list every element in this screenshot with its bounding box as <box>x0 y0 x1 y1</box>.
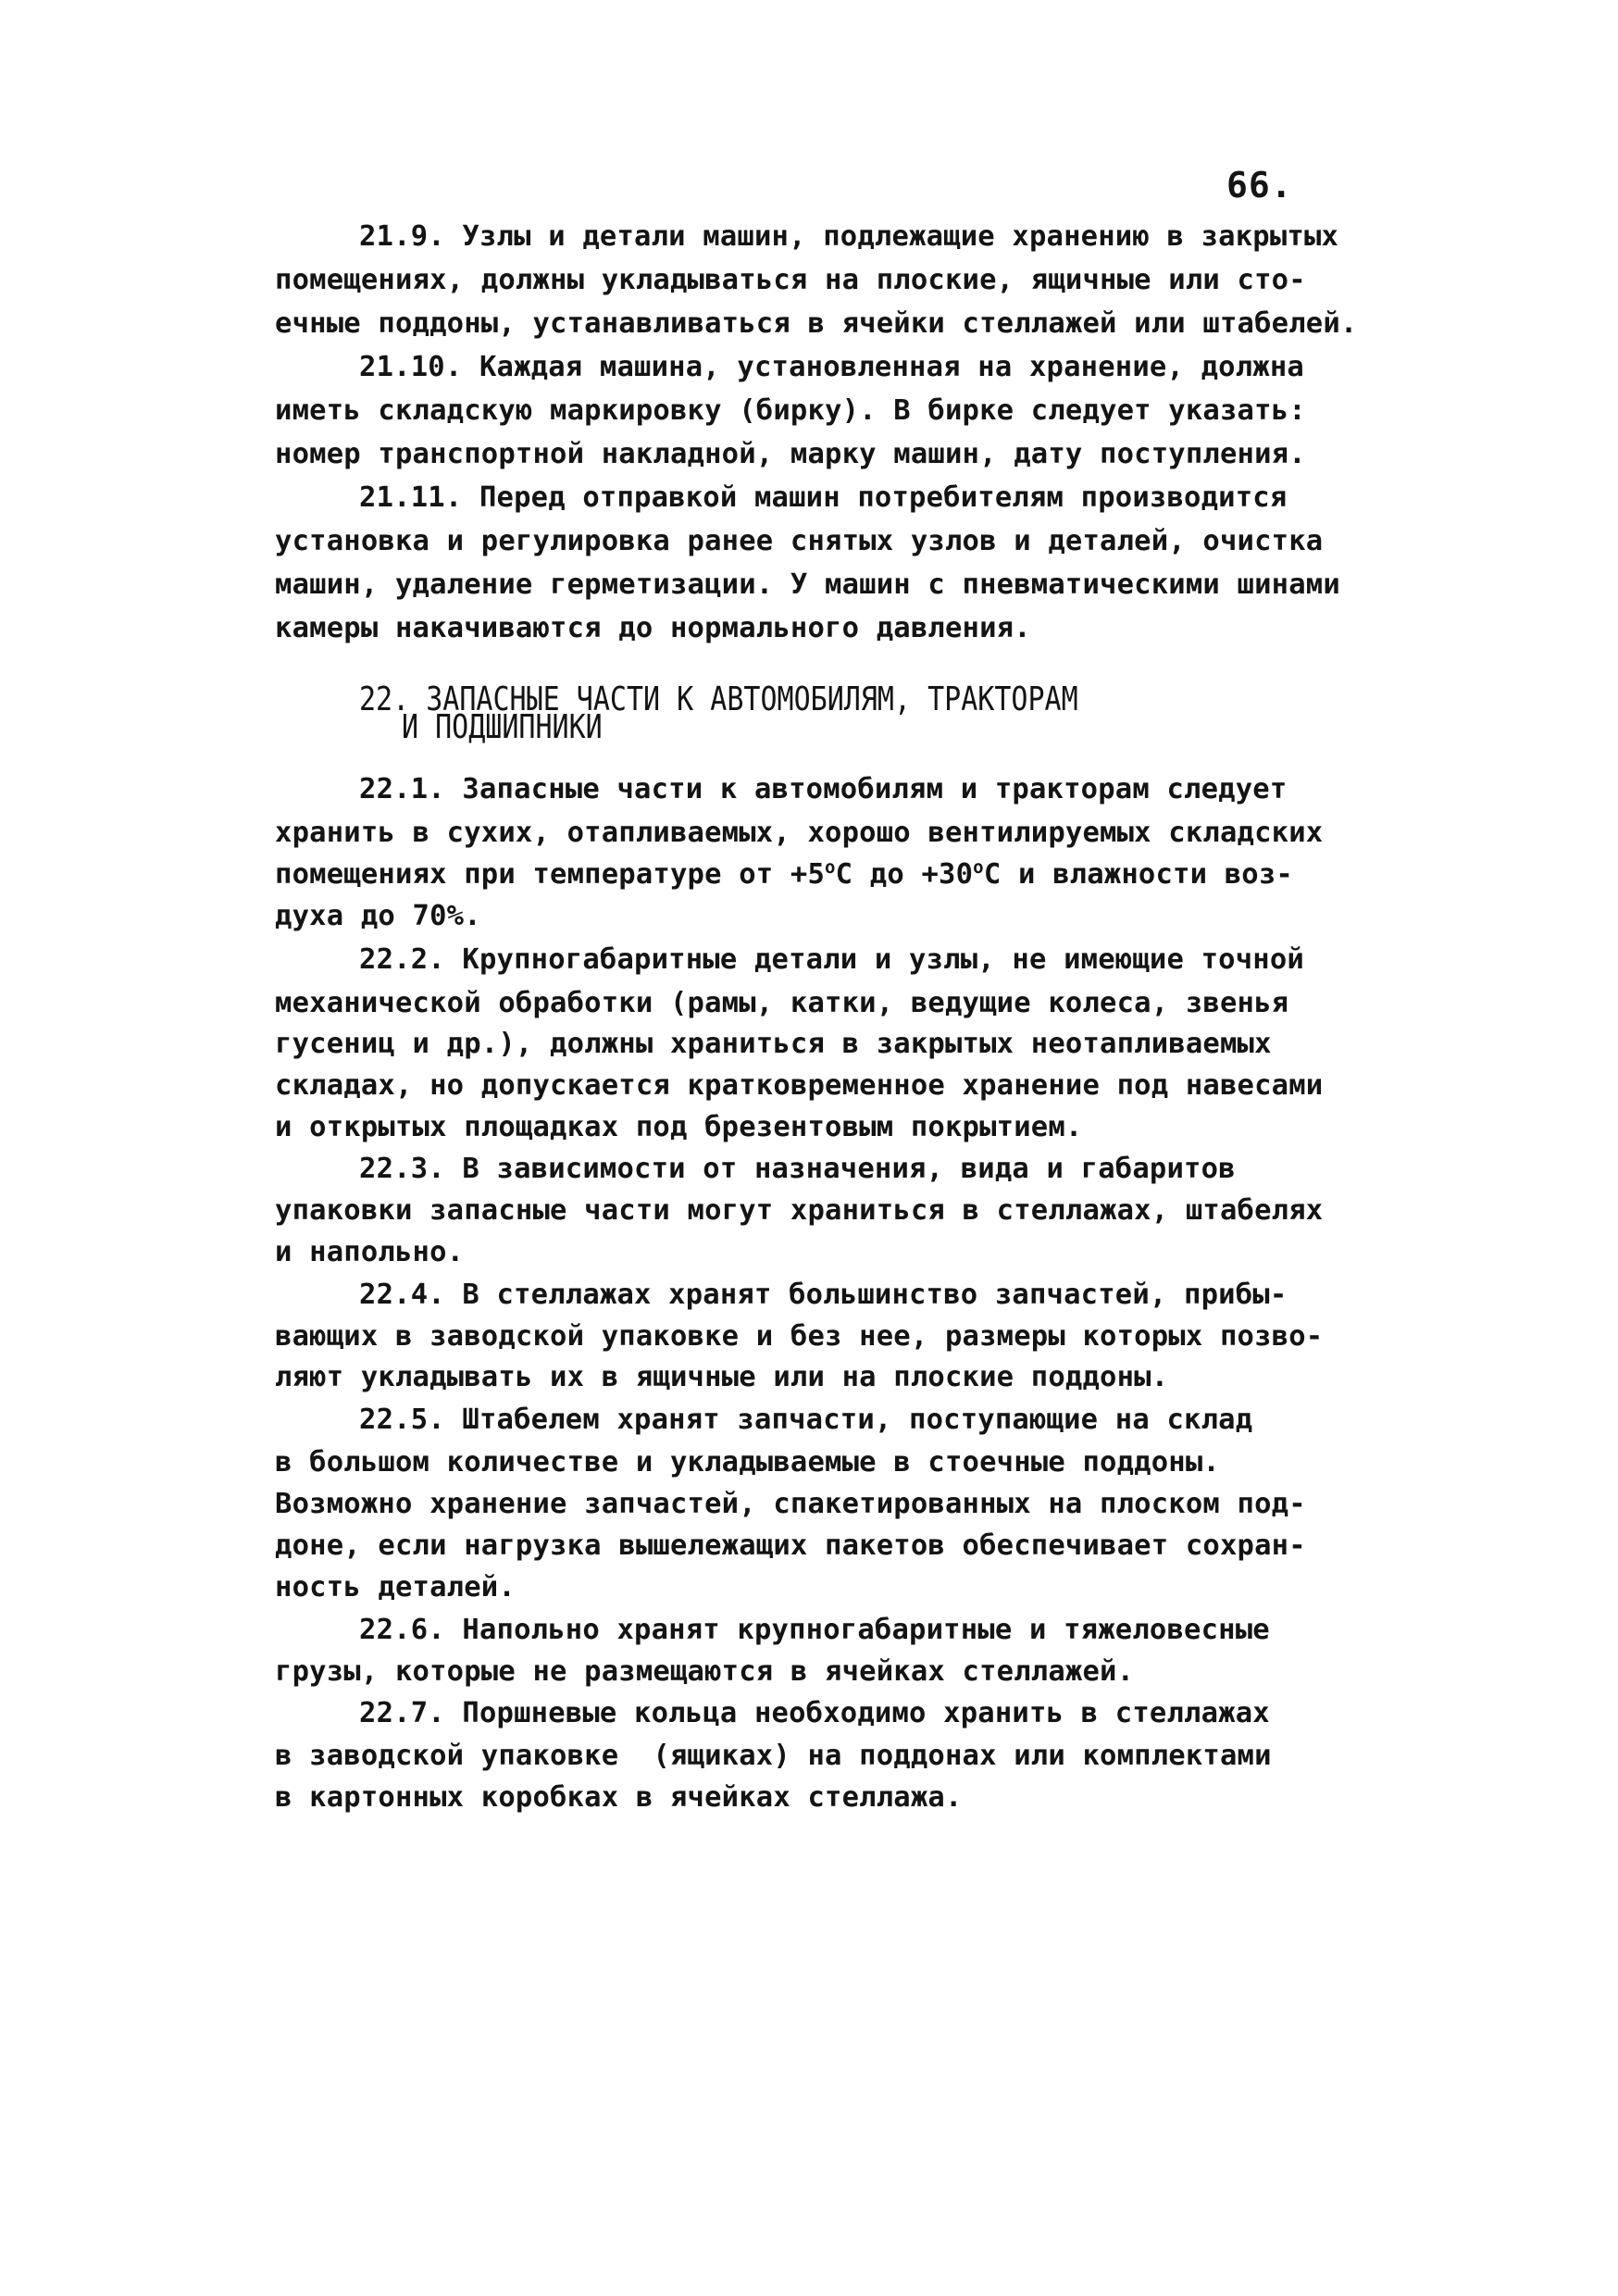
paragraph-22-1-line-3-part-b: С до +30 <box>835 858 974 891</box>
paragraph-22-5-line-2: в большом количестве и укладываемые в стоечные поддоны. <box>275 1446 1220 1479</box>
paragraph-21-10-line-1: 21.10. Каждая машина, установленная на хранение, должна <box>359 351 1304 383</box>
paragraph-21-10-line-3: номер транспортной накладной, марку машин, дату поступления. <box>275 438 1306 470</box>
paragraph-21-10-line-2: иметь складскую маркировку (бирку). В бирке следует указать: <box>275 394 1306 427</box>
paragraph-22-6-line-2: грузы, которые не размещаются в ячейках стеллажей. <box>275 1655 1135 1688</box>
section-heading-line-1: 22. ЗАПАСНЫЕ ЧАСТИ К АВТОМОБИЛЯМ, ТРАКТОРАМ <box>359 680 1078 719</box>
paragraph-22-1-line-4: духа до 70%. <box>275 900 481 932</box>
paragraph-22-7-line-1: 22.7. Поршневые кольца необходимо хранить в стеллажах <box>359 1697 1270 1729</box>
paragraph-22-3-line-3: и напольно. <box>275 1236 465 1268</box>
paragraph-22-7-line-2: в заводской упаковке (ящиках) на поддонах или комплектами <box>275 1740 1272 1772</box>
paragraph-22-2-line-2: механической обработки (рамы, катки, ведущие колеса, звенья <box>275 987 1289 1019</box>
paragraph-21-9-line-2: помещениях, должны укладываться на плоские, ящичные или сто- <box>275 264 1306 296</box>
paragraph-22-2-line-3: гусениц и др.), должны храниться в закрытых неотапливаемых <box>275 1028 1272 1060</box>
section-heading-line-2: И ПОДШИПНИКИ <box>402 708 603 747</box>
paragraph-22-1-line-3-part-a: помещениях при температуре от +5 <box>275 858 826 891</box>
paragraph-22-5-line-4: доне, если нагрузка вышележащих пакетов обеспечивает сохран- <box>275 1529 1306 1562</box>
paragraph-22-4-line-2: вающих в заводской упаковке и без нее, размеры которых позво- <box>275 1320 1324 1353</box>
paragraph-22-3-line-2: упаковки запасные части могут храниться в стеллажах, штабелях <box>275 1194 1324 1227</box>
paragraph-21-11-line-2: установка и регулировка ранее снятых узлов и деталей, очистка <box>275 525 1324 557</box>
paragraph-22-1-line-3-part-c: С и влажности воз- <box>983 858 1293 891</box>
paragraph-22-1-line-1: 22.1. Запасные части к автомобилям и тракторам следует <box>359 773 1288 805</box>
paragraph-22-4-line-3: ляют укладывать их в ящичные или на плоские поддоны. <box>275 1361 1169 1393</box>
paragraph-22-5-line-1: 22.5. Штабелем хранят запчасти, поступающие на склад <box>359 1404 1253 1436</box>
paragraph-22-7-line-3: в картонных коробках в ячейках стеллажа. <box>275 1781 963 1814</box>
paragraph-22-4-line-1: 22.4. В стеллажах хранят большинство запчастей, прибы- <box>359 1279 1288 1311</box>
paragraph-22-2-line-5: и открытых площадках под брезентовым покрытием. <box>275 1111 1083 1143</box>
paragraph-22-1-line-2: хранить в сухих, отапливаемых, хорошо вентилируемых складских <box>275 817 1324 849</box>
paragraph-22-5-line-5: ность деталей. <box>275 1571 516 1603</box>
paragraph-21-11-line-4: камеры накачиваются до нормального давления. <box>275 612 1031 644</box>
page-number: 66. <box>1226 165 1293 206</box>
paragraph-21-9-line-1: 21.9. Узлы и детали машин, подлежащие хранению в закрытых <box>359 220 1339 253</box>
paragraph-22-1-line-3 <box>275 856 1293 893</box>
degree-sign: о <box>825 856 836 878</box>
paragraph-22-5-line-3: Возможно хранение запчастей, спакетированных на плоском под- <box>275 1488 1306 1520</box>
paragraph-21-11-line-1: 21.11. Перед отправкой машин потребителям производится <box>359 481 1288 514</box>
paragraph-22-6-line-1: 22.6. Напольно хранят крупногабаритные и тяжеловесные <box>359 1614 1270 1646</box>
paragraph-22-3-line-1: 22.3. В зависимости от назначения, вида и габаритов <box>359 1153 1236 1185</box>
paragraph-21-9-line-3: ечные поддоны, устанавливаться в ячейки стеллажей или штабелей. <box>275 307 1358 340</box>
paragraph-21-11-line-3: машин, удаление герметизации. У машин с пневматическими шинами <box>275 568 1340 601</box>
paragraph-22-2-line-4: складах, но допускается кратковременное хранение под навесами <box>275 1069 1324 1102</box>
paragraph-22-2-line-1: 22.2. Крупногабаритные детали и узлы, не имеющие точной <box>359 943 1304 976</box>
degree-sign: о <box>973 856 984 878</box>
